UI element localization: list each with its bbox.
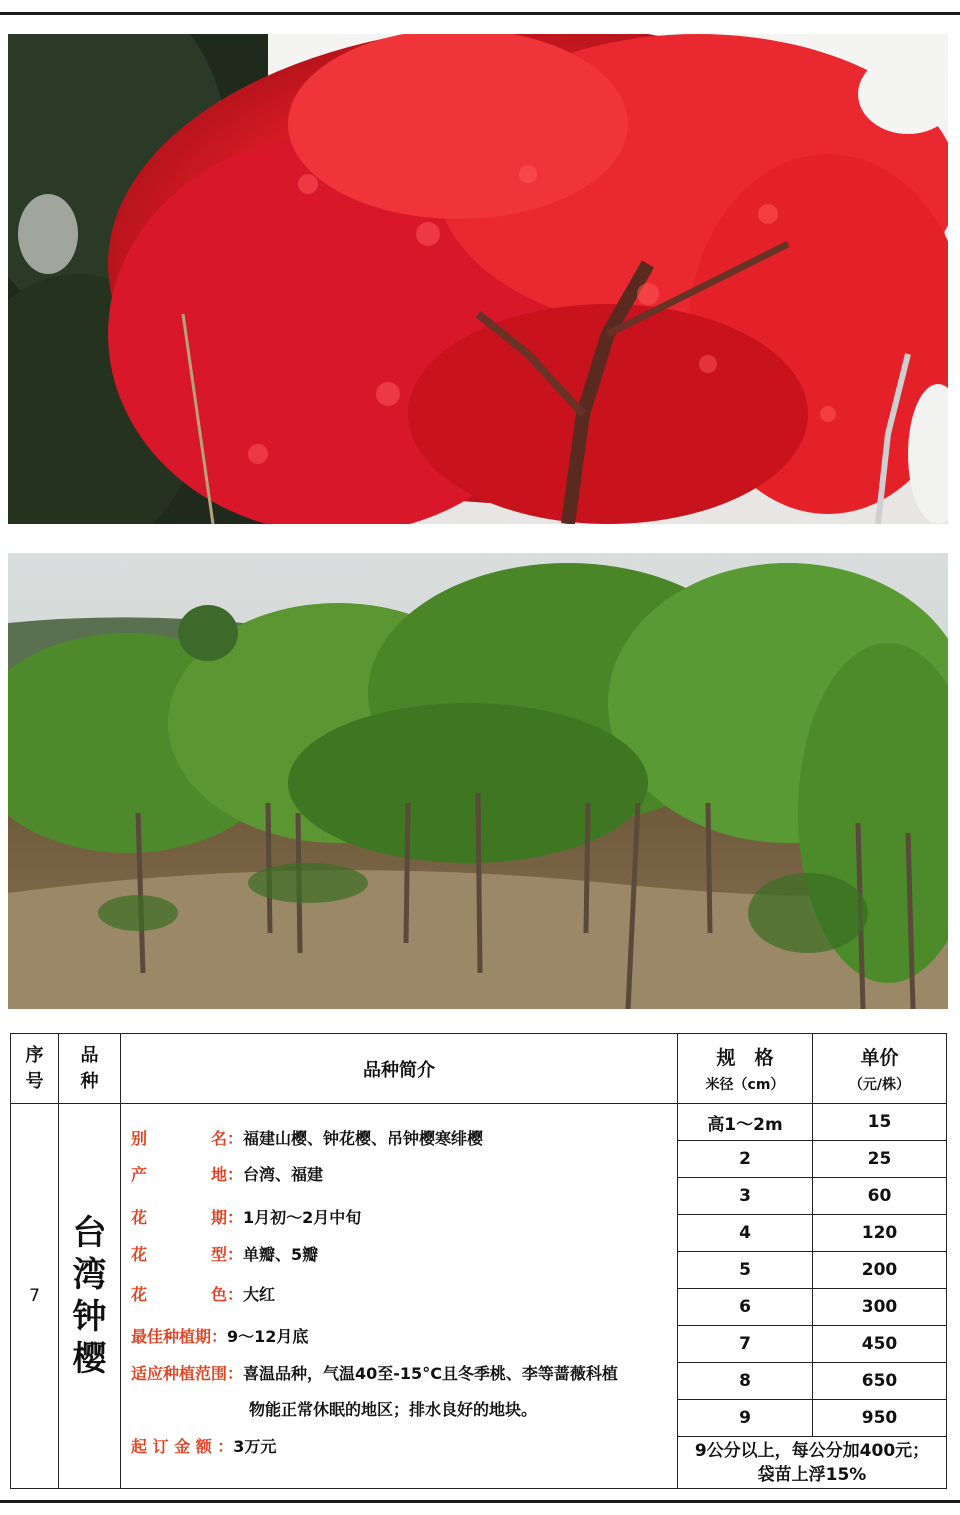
table-row [11, 1104, 947, 1141]
info-value: 1月初～2月中旬 [243, 1208, 362, 1227]
info-label: 起 订 金 额 ： [131, 1437, 234, 1456]
spec-cell: 7 [678, 1326, 813, 1363]
spec-cell: 2 [678, 1141, 813, 1178]
price-note-line2: 袋苗上浮15% [757, 1464, 867, 1485]
info-suitable-range [131, 1361, 618, 1384]
header-variety: 品 种 [59, 1034, 121, 1104]
price-cell: 200 [813, 1252, 947, 1289]
top-rule [0, 12, 960, 15]
info-origin [131, 1162, 323, 1185]
info-value: 物能正常休眠的地区；排水良好的地块。 [249, 1400, 538, 1419]
info-planting-period [131, 1324, 308, 1347]
info-value: 3万元 [233, 1437, 277, 1456]
info-value: 福建山樱、钟花樱、吊钟樱寒绯樱 [243, 1129, 484, 1148]
spec-cell: 高1～2m [678, 1104, 813, 1141]
red-blossom-tree-photo [8, 34, 948, 524]
nursery-field-photo [8, 553, 948, 1009]
info-value: 单瓣、5瓣 [243, 1245, 319, 1264]
header-intro: 品种简介 [121, 1034, 678, 1104]
header-spec-label: 规 格 [716, 1047, 774, 1069]
info-value: 大红 [243, 1285, 276, 1304]
spec-cell: 6 [678, 1289, 813, 1326]
info-label: 别 名： [131, 1129, 244, 1148]
info-alias [131, 1126, 483, 1149]
info-label: 花 型： [131, 1245, 244, 1264]
row-index: 7 [11, 1104, 59, 1489]
header-price [813, 1034, 947, 1104]
info-suitable-range-cont [249, 1397, 537, 1420]
price-note-line1: 9公分以上，每公分加400元； [694, 1440, 930, 1461]
variety-spec-table [10, 1033, 947, 1489]
info-value: 喜温品种，气温40至-15°C且冬季桃、李等蔷薇科植 [243, 1364, 618, 1383]
info-flower-color [131, 1282, 275, 1305]
info-label: 最佳种植期： [131, 1327, 228, 1346]
info-label: 适应种植范围： [131, 1364, 244, 1383]
price-cell: 450 [813, 1326, 947, 1363]
price-cell: 120 [813, 1215, 947, 1252]
red-blossom-tree-image [8, 34, 948, 524]
spec-cell: 3 [678, 1178, 813, 1215]
variety-name [59, 1104, 121, 1489]
table-header-row [11, 1034, 947, 1104]
variety-char: 钟 [72, 1297, 107, 1337]
price-cell: 300 [813, 1289, 947, 1326]
spec-cell: 9 [678, 1400, 813, 1437]
price-cell: 650 [813, 1363, 947, 1400]
header-spec-sub: 米径（cm） [705, 1077, 785, 1093]
price-cell: 15 [813, 1104, 947, 1141]
header-spec [678, 1034, 813, 1104]
price-cell: 25 [813, 1141, 947, 1178]
info-min-order [131, 1434, 276, 1457]
nursery-field-image [8, 553, 948, 1009]
price-cell: 950 [813, 1400, 947, 1437]
info-bloom-period [131, 1205, 361, 1228]
header-index: 序 号 [11, 1034, 59, 1104]
header-price-label: 单价 [860, 1047, 899, 1069]
price-note [678, 1437, 947, 1489]
spec-cell: 4 [678, 1215, 813, 1252]
spec-cell: 8 [678, 1363, 813, 1400]
info-flower-type [131, 1242, 318, 1265]
info-label: 花 期： [131, 1208, 244, 1227]
spec-cell: 5 [678, 1252, 813, 1289]
info-value: 9～12月底 [227, 1327, 309, 1346]
variety-char: 湾 [72, 1255, 107, 1295]
bottom-rule [0, 1500, 960, 1503]
info-label: 产 地： [131, 1165, 244, 1184]
header-price-sub: （元/株） [848, 1077, 911, 1093]
variety-char: 樱 [72, 1339, 107, 1379]
info-value: 台湾、福建 [243, 1165, 324, 1184]
variety-char: 台 [72, 1213, 107, 1253]
variety-intro [121, 1104, 678, 1489]
info-label: 花 色： [131, 1285, 244, 1304]
price-cell: 60 [813, 1178, 947, 1215]
